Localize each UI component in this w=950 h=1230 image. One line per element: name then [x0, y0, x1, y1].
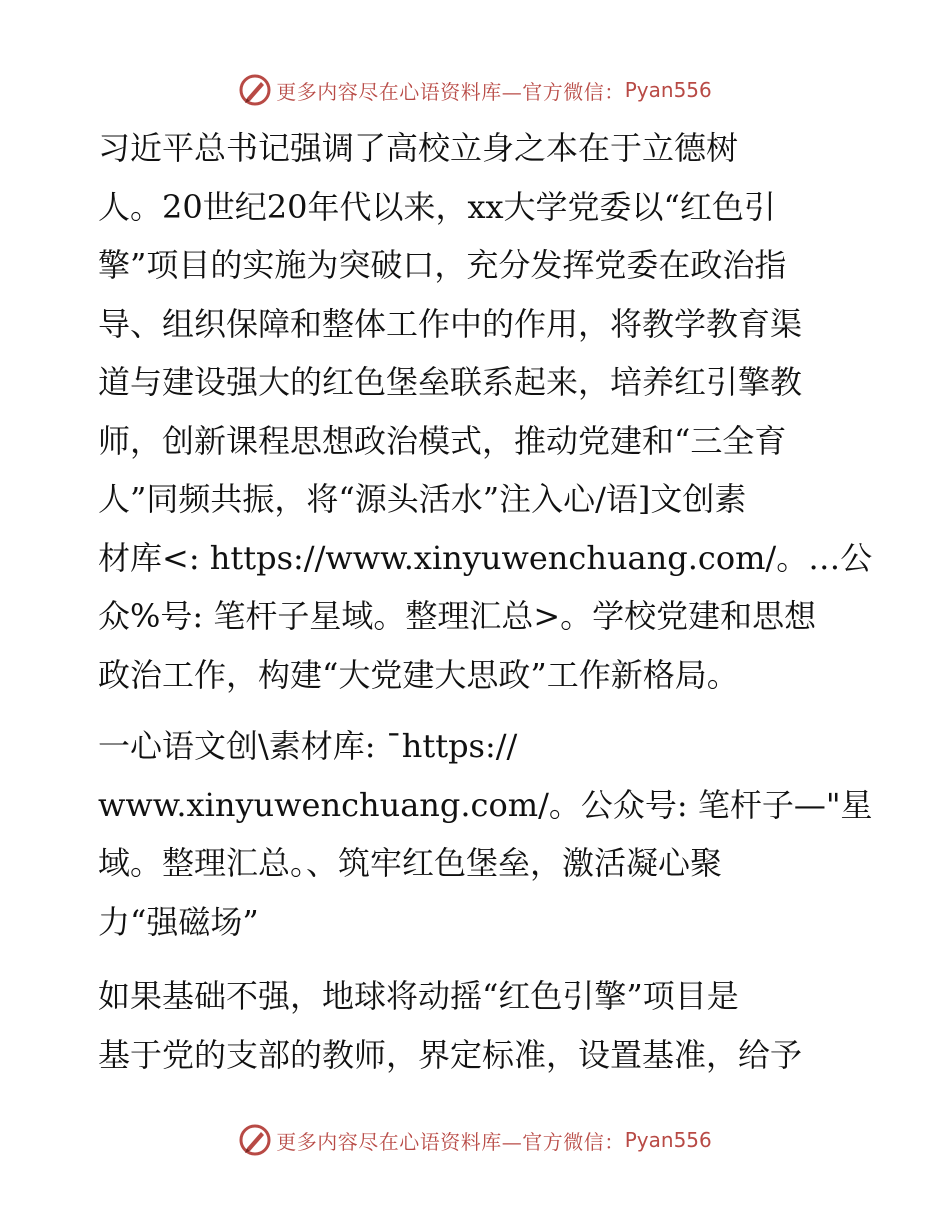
text-line: 一心语文创\素材库: ¯https://: [98, 727, 518, 765]
text-line: 擎”项目的实施为突破口，充分发挥党委在政治指: [98, 246, 787, 284]
text-line: 习近平总书记强调了高校立身之本在于立德树: [98, 129, 739, 167]
header-wechat-id: Pyan556: [624, 78, 712, 102]
footer-banner-text: 更多内容尽在心语资料库—官方微信：: [276, 1129, 625, 1154]
text-line: 导、组织保障和整体工作中的作用，将教学教育渠: [98, 304, 803, 343]
text-line: 材库<: https://www.xinyuwenchuang.com/。…公: [98, 538, 873, 577]
paragraph-3: [98, 967, 858, 1084]
text-line: 人。20世纪20年代以来，xx大学党委以“红色引: [98, 187, 776, 226]
text-line: 众%号: 笔杆子星域。整理汇总>。学校党建和思想: [98, 597, 817, 635]
text-line: 人”同频共振，将“源头活水”注入心/语]文创素: [98, 480, 747, 518]
footer-banner: [0, 1120, 950, 1160]
pen-logo-icon: [238, 73, 272, 107]
header-banner-text: 更多内容尽在心语资料库—官方微信：: [276, 79, 625, 104]
paragraph-1: [98, 119, 873, 704]
text-line: www.xinyuwenchuang.com/。公众号: 笔杆子—"星: [98, 785, 873, 824]
header-banner: [0, 70, 950, 110]
text-line: 力“强磁场”: [98, 902, 259, 941]
text-line: 基于党的支部的教师，界定标准，设置基准，给予: [98, 1035, 803, 1074]
pen-logo-icon: [238, 1123, 272, 1157]
text-line: 师，创新课程思想政治模式，推动党建和“三全育: [98, 421, 787, 460]
text-line: 道与建设强大的红色堡垒联系起来，培养红引擎教: [98, 363, 803, 401]
paragraph-2: [98, 717, 873, 951]
text-line: 如果基础不强，地球将动摇“红色引擎”项目是: [98, 977, 739, 1015]
text-line: 政治工作，构建“大党建大思政”工作新格局。: [98, 655, 739, 694]
footer-wechat-id: Pyan556: [624, 1128, 712, 1152]
text-line: 域。整理汇总。、筑牢红色堡垒，激活凝心聚: [98, 844, 723, 882]
